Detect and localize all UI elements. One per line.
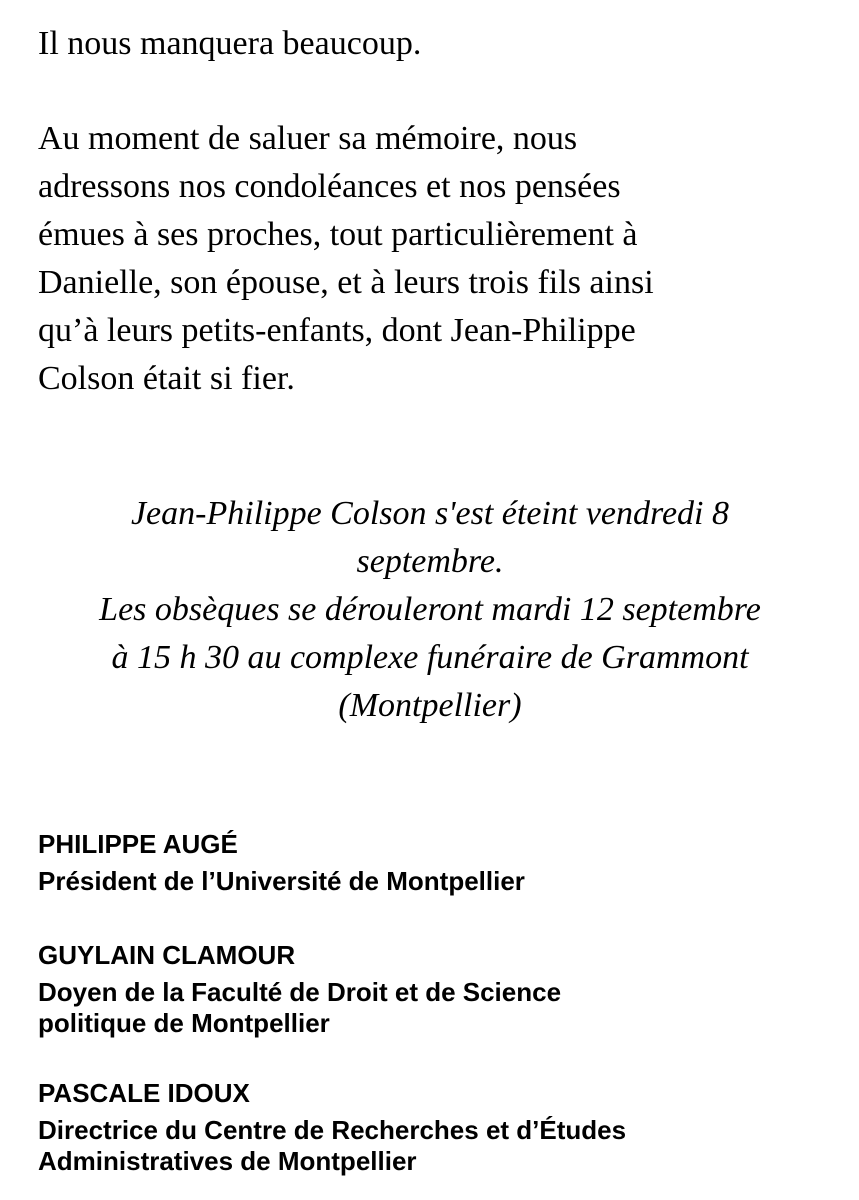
condolence-paragraph bbox=[38, 115, 828, 403]
signatory-name: PASCALE IDOUX bbox=[38, 1078, 250, 1108]
signatory-role: Administratives de Montpellier bbox=[38, 1146, 417, 1176]
condolence-line: Danielle, son épouse, et à leurs trois fils ainsi bbox=[38, 264, 654, 301]
notice-line: Jean-Philippe Colson s'est éteint vendredi 8 bbox=[130, 495, 730, 532]
signatory-role: Doyen de la Faculté de Droit et de Science bbox=[38, 977, 562, 1007]
signatory-name: PHILIPPE AUGÉ bbox=[38, 829, 238, 859]
signatory-role: politique de Montpellier bbox=[38, 1008, 330, 1038]
funeral-notice bbox=[20, 490, 840, 730]
condolence-line: qu’à leurs petits-enfants, dont Jean-Philippe bbox=[38, 312, 636, 349]
notice-line: à 15 h 30 au complexe funéraire de Grammont bbox=[111, 639, 749, 676]
signatory-name: GUYLAIN CLAMOUR bbox=[38, 940, 296, 970]
condolence-line: Au moment de saluer sa mémoire, nous bbox=[38, 120, 578, 157]
notice-line: septembre. bbox=[356, 543, 504, 580]
signatory-block bbox=[38, 829, 838, 897]
notice-line: Les obsèques se dérouleront mardi 12 septembre bbox=[99, 591, 761, 628]
notice-line: (Montpellier) bbox=[338, 687, 522, 724]
signatory-role: Directrice du Centre de Recherches et d’Études bbox=[38, 1115, 627, 1145]
opening-line: Il nous manquera beaucoup. bbox=[38, 25, 422, 62]
signatory-block bbox=[38, 940, 838, 1039]
signatory-role: Président de l’Université de Montpellier bbox=[38, 866, 525, 896]
condolence-line: adressons nos condoléances et nos pensées bbox=[38, 168, 621, 205]
condolence-line: Colson était si fier. bbox=[38, 360, 295, 397]
condolence-line: émues à ses proches, tout particulièrement à bbox=[38, 216, 638, 253]
signatory-block bbox=[38, 1078, 838, 1177]
